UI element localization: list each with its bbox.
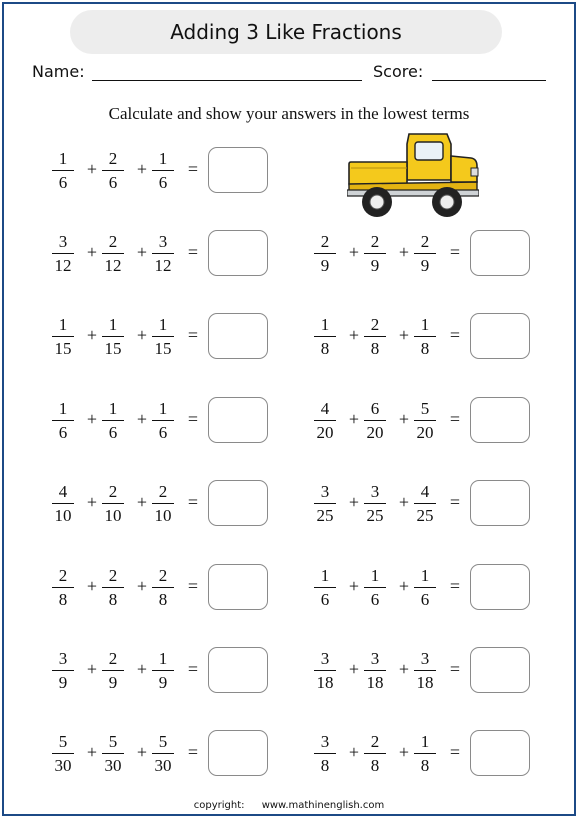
numerator: 3 [58,648,68,668]
numerator: 1 [108,398,118,418]
answer-box[interactable] [208,647,268,693]
plus-sign: + [136,492,148,512]
denominator: 30 [104,755,122,775]
plus-sign: + [136,742,148,762]
fraction [411,230,439,276]
equals-sign: = [449,409,461,429]
fraction [411,730,439,776]
answer-box[interactable] [470,397,530,443]
numerator: 3 [58,231,68,251]
plus-sign: + [86,576,98,596]
fraction [149,397,177,443]
problem-3 [56,230,286,280]
denominator: 8 [370,338,380,358]
fraction [49,480,77,526]
denominator: 10 [54,505,72,525]
plus-sign: + [398,492,410,512]
equals-sign: = [187,576,199,596]
denominator: 6 [108,422,118,442]
name-field[interactable] [92,80,362,81]
plus-sign: + [398,576,410,596]
answer-box[interactable] [208,730,268,776]
plus-sign: + [398,659,410,679]
numerator: 1 [420,314,430,334]
numerator: 5 [158,731,168,751]
plus-sign: + [86,492,98,512]
equals-sign: = [449,576,461,596]
denominator: 8 [108,589,118,609]
fraction [311,397,339,443]
name-score-row [32,62,552,84]
answer-box[interactable] [208,480,268,526]
fraction [411,647,439,693]
numerator: 2 [370,731,380,751]
plus-sign: + [86,409,98,429]
plus-sign: + [398,409,410,429]
numerator: 1 [158,314,168,334]
denominator: 25 [366,505,384,525]
fraction [49,313,77,359]
denominator: 9 [108,672,118,692]
fraction [49,730,77,776]
denominator: 20 [316,422,334,442]
plus-sign: + [136,659,148,679]
name-label: Name: [32,62,85,81]
fraction [311,564,339,610]
plus-sign: + [86,242,98,262]
fraction [99,480,127,526]
numerator: 2 [370,231,380,251]
denominator: 25 [316,505,334,525]
denominator: 9 [320,255,330,275]
denominator: 8 [58,589,68,609]
equals-sign: = [187,492,199,512]
footer [0,800,578,811]
numerator: 1 [320,565,330,585]
denominator: 9 [158,672,168,692]
numerator: 1 [158,148,168,168]
numerator: 3 [320,481,330,501]
numerator: 1 [158,648,168,668]
plus-sign: + [136,325,148,345]
plus-sign: + [86,159,98,179]
denominator: 8 [320,338,330,358]
equals-sign: = [449,242,461,262]
denominator: 9 [370,255,380,275]
denominator: 30 [54,755,72,775]
numerator: 2 [108,565,118,585]
problem-10 [318,480,548,530]
problem-11 [56,564,286,614]
equals-sign: = [449,492,461,512]
fraction [99,397,127,443]
answer-box[interactable] [470,230,530,276]
numerator: 5 [420,398,430,418]
problem-12 [318,564,548,614]
denominator: 12 [154,255,172,275]
numerator: 2 [320,231,330,251]
equals-sign: = [449,742,461,762]
numerator: 2 [370,314,380,334]
numerator: 3 [420,648,430,668]
fraction [311,730,339,776]
fraction [311,647,339,693]
fraction [411,397,439,443]
numerator: 3 [370,481,380,501]
denominator: 8 [370,755,380,775]
numerator: 5 [108,731,118,751]
numerator: 5 [58,731,68,751]
denominator: 9 [58,672,68,692]
denominator: 6 [370,589,380,609]
answer-box[interactable] [208,397,268,443]
denominator: 8 [320,755,330,775]
fraction [49,230,77,276]
problem-6 [318,313,548,363]
numerator: 1 [320,314,330,334]
problem-7 [56,397,286,447]
numerator: 2 [420,231,430,251]
denominator: 6 [158,172,168,192]
denominator: 30 [154,755,172,775]
answer-box[interactable] [208,147,268,193]
problem-15 [56,730,286,780]
score-field[interactable] [432,80,546,81]
numerator: 4 [58,481,68,501]
plus-sign: + [136,242,148,262]
numerator: 1 [420,731,430,751]
fraction [99,730,127,776]
numerator: 1 [158,398,168,418]
answer-box[interactable] [208,313,268,359]
plus-sign: + [86,325,98,345]
numerator: 3 [370,648,380,668]
fraction [311,313,339,359]
fraction [99,313,127,359]
numerator: 2 [108,481,118,501]
numerator: 3 [158,231,168,251]
fraction [99,564,127,610]
denominator: 18 [316,672,334,692]
equals-sign: = [187,742,199,762]
answer-box[interactable] [470,480,530,526]
answer-box[interactable] [470,647,530,693]
instructions: Calculate and show your answers in the lowest terms [108,104,470,123]
fraction [361,313,389,359]
answer-box[interactable] [470,313,530,359]
plus-sign: + [398,242,410,262]
numerator: 2 [108,231,118,251]
fraction [149,147,177,193]
denominator: 12 [54,255,72,275]
fraction [361,397,389,443]
problem-16 [318,730,548,780]
numerator: 2 [158,481,168,501]
numerator: 4 [320,398,330,418]
title-text: Adding 3 Like Fractions [170,20,402,44]
fraction [411,313,439,359]
problem-13 [56,647,286,697]
plus-sign: + [136,159,148,179]
fraction [99,647,127,693]
denominator: 10 [104,505,122,525]
copyright-label: copyright: [193,800,245,811]
numerator: 1 [58,314,68,334]
numerator: 1 [420,565,430,585]
pickup-truck-illustration [347,132,479,220]
denominator: 15 [154,338,172,358]
plus-sign: + [136,409,148,429]
denominator: 20 [366,422,384,442]
problem-5 [56,313,286,363]
denominator: 18 [366,672,384,692]
denominator: 10 [154,505,172,525]
equals-sign: = [187,325,199,345]
equals-sign: = [187,242,199,262]
fraction [49,147,77,193]
answer-box[interactable] [208,564,268,610]
problem-14 [318,647,548,697]
plus-sign: + [348,742,360,762]
plus-sign: + [348,492,360,512]
denominator: 15 [54,338,72,358]
fraction [311,230,339,276]
fraction [411,564,439,610]
problem-4 [318,230,548,280]
plus-sign: + [136,576,148,596]
denominator: 18 [416,672,434,692]
answer-box[interactable] [470,564,530,610]
denominator: 15 [104,338,122,358]
plus-sign: + [86,742,98,762]
numerator: 1 [370,565,380,585]
numerator: 1 [58,148,68,168]
denominator: 25 [416,505,434,525]
numerator: 6 [370,398,380,418]
fraction [149,313,177,359]
site-url: www.mathinenglish.com [261,800,385,811]
fraction [361,230,389,276]
fraction [49,564,77,610]
denominator: 9 [420,255,430,275]
fraction [99,147,127,193]
fraction [361,480,389,526]
equals-sign: = [187,409,199,429]
numerator: 1 [58,398,68,418]
numerator: 3 [320,731,330,751]
fraction [411,480,439,526]
fraction [149,647,177,693]
numerator: 1 [108,314,118,334]
denominator: 6 [58,422,68,442]
fraction [149,564,177,610]
denominator: 8 [420,755,430,775]
equals-sign: = [449,659,461,679]
denominator: 6 [320,589,330,609]
problem-9 [56,480,286,530]
problem-1 [56,147,286,197]
plus-sign: + [86,659,98,679]
numerator: 2 [58,565,68,585]
denominator: 8 [158,589,168,609]
denominator: 12 [104,255,122,275]
equals-sign: = [187,159,199,179]
plus-sign: + [348,576,360,596]
fraction [49,647,77,693]
plus-sign: + [348,325,360,345]
fraction [361,564,389,610]
denominator: 6 [58,172,68,192]
score-label: Score: [373,62,424,81]
answer-box[interactable] [470,730,530,776]
fraction [49,397,77,443]
plus-sign: + [398,325,410,345]
denominator: 8 [420,338,430,358]
fraction [361,647,389,693]
worksheet-title [70,10,502,54]
numerator: 2 [108,648,118,668]
fraction [361,730,389,776]
equals-sign: = [449,325,461,345]
denominator: 6 [108,172,118,192]
denominator: 6 [158,422,168,442]
plus-sign: + [348,659,360,679]
equals-sign: = [187,659,199,679]
numerator: 4 [420,481,430,501]
plus-sign: + [348,409,360,429]
denominator: 20 [416,422,434,442]
answer-box[interactable] [208,230,268,276]
plus-sign: + [398,742,410,762]
numerator: 2 [108,148,118,168]
numerator: 3 [320,648,330,668]
fraction [149,480,177,526]
denominator: 6 [420,589,430,609]
fraction [99,230,127,276]
fraction [149,730,177,776]
problem-8 [318,397,548,447]
numerator: 2 [158,565,168,585]
fraction [311,480,339,526]
fraction [149,230,177,276]
plus-sign: + [348,242,360,262]
